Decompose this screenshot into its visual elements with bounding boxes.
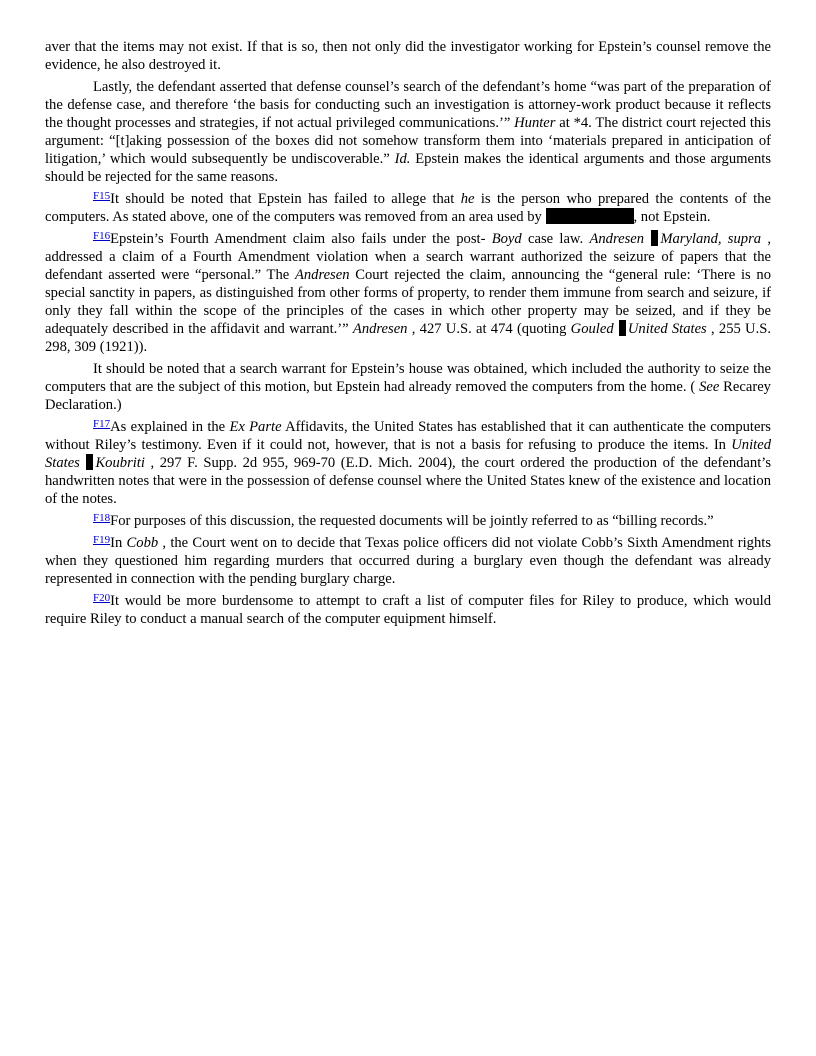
document-page bbox=[45, 38, 771, 632]
footnote-link-f17[interactable]: F17 bbox=[93, 418, 111, 430]
footnote-link-f19[interactable]: F19 bbox=[93, 534, 111, 546]
emphasis: Ex Parte bbox=[229, 419, 282, 435]
case-name: United States bbox=[45, 437, 771, 471]
case-name: United States bbox=[627, 321, 707, 337]
footnote-link-f16[interactable]: F16 bbox=[93, 230, 111, 242]
redaction-block bbox=[546, 208, 634, 224]
redaction-block bbox=[86, 454, 93, 470]
footnote-link-f15[interactable]: F15 bbox=[93, 190, 111, 202]
case-name: Maryland, supra bbox=[660, 231, 762, 247]
case-name: Cobb bbox=[126, 535, 159, 551]
case-name: Andresen bbox=[352, 321, 408, 337]
case-name: Boyd bbox=[491, 231, 522, 247]
footnote-f16: $^{F16}$Epstein’s Fourth Amendment claim also fails under the post- Boyd case law. Andresen Maryland, supra , addressed a claim of a Fourth Amendment violation when a search warrant authorized the seizure of papers that the defendant asserted were “personal.” The Andresen Court rejected the claim, announcing the “general rule: ‘There is no special sanctity in papers, as distinguished from other forms of property, to render them immune from search and seizure, if only they fall within the scope of the principles of the cases in which other property may be seized, and if they be adequately described in the affidavit and warrant.’” Andresen , 427 U.S. at 474 (quoting Gouled United States , 255 U.S. 298, 309 (1921)). bbox=[45, 230, 771, 355]
search-warrant-paragraph: It should be noted that a search warrant for Epstein’s house was obtained, which included the authority to seize the computers that are the subject of this motion, but Epstein had already removed the computers from the home. ( See Recarey Declaration.) bbox=[45, 361, 771, 413]
continuation-paragraph: aver that the items may not exist. If that is so, then not only did the investigator working for Epstein’s counsel remove the evidence, he also destroyed it. bbox=[45, 39, 771, 73]
footnote-link-f20[interactable]: F20 bbox=[93, 592, 111, 604]
footnote-f20: $^{F20}$It would be more burdensome to attempt to craft a list of computer files for Riley to produce, which would require Riley to conduct a manual search of the computer equipment himself. bbox=[45, 592, 771, 627]
redaction-block bbox=[651, 230, 658, 246]
footnote-link-f18[interactable]: F18 bbox=[93, 512, 111, 524]
case-name: Hunter bbox=[514, 115, 556, 131]
emphasis: he bbox=[460, 191, 475, 207]
footnote-f19: $^{F19}$In Cobb , the Court went on to decide that Texas police officers did not violate Cobb’s Sixth Amendment rights when they questioned him regarding murders that occurred during a burglary even though the defendant was already represented in connection with the pending burglary charge. bbox=[45, 534, 771, 587]
signal: See bbox=[699, 379, 720, 395]
footnote-f17: $^{F17}$As explained in the Ex Parte Affidavits, the United States has established that it can authenticate the computers without Riley’s testimony. Even if it could not, however, that is not a basis for refusing to produce the items. In United States Koubriti , 297 F. Supp. 2d 955, 969-70 (E.D. Mich. 2004), the court ordered the production of the defendant’s handwritten notes that were in the possession of defense counsel where the United States knew of the existence and location of the notes. bbox=[45, 418, 771, 507]
case-name: Andresen bbox=[589, 231, 645, 247]
footnote-f18: $^{F18}$For purposes of this discussion, the requested documents will be jointly referred to as “billing records.” bbox=[93, 512, 714, 529]
case-name: Koubriti bbox=[95, 455, 145, 471]
case-cite: Id. bbox=[394, 151, 411, 167]
case-name: Gouled bbox=[570, 321, 614, 337]
redaction-block bbox=[619, 320, 626, 336]
footnote-f15: $^{F15}$It should be noted that Epstein has failed to allege that he is the person who prepared the contents of the computers. As stated above, one of the computers was removed from an area used by , not Epstein. bbox=[45, 190, 771, 225]
case-name: Andresen bbox=[294, 267, 350, 283]
lastly-paragraph: Lastly, the defendant asserted that defense counsel’s search of the defendant’s home “was part of the preparation of the defense case, and therefore ‘the basis for conducting such an investigation is attorney-work product because it reflects the thought processes and strategies, if not actual privileged communications.’” Hunter at *4. The district court rejected this argument: “[t]aking possession of the boxes did not somehow transform them into ‘materials prepared in anticipation of litigation,’ which would subsequently be undiscoverable.” Id. Epstein makes the identical arguments and those arguments should be rejected for the same reasons. bbox=[45, 79, 771, 185]
